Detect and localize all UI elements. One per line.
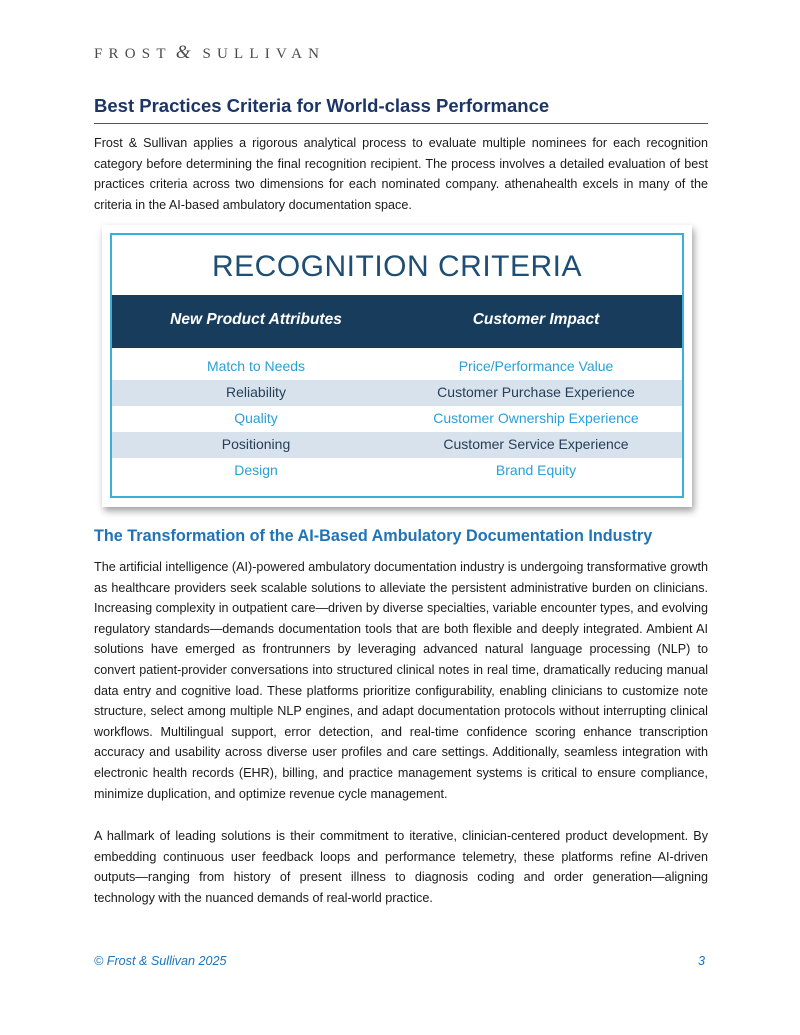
criteria-row [112,406,682,432]
footer-copyright: © Frost & Sullivan 2025 [94,954,227,968]
frost-sullivan-logo [94,42,325,64]
section-title-industry-transformation: The Transformation of the AI-Based Ambulatory Documentation Industry [94,527,653,545]
criteria-right: Customer Service Experience [443,436,629,452]
criteria-row [112,354,682,380]
criteria-right: Price/Performance Value [458,358,614,374]
industry-paragraph-2: A hallmark of leading solutions is their commitment to iterative, clinician-centered product development. By embedding continuous user feedback loops and performance telemetry, these platforms refine AI-driven outputs—ranging from history of present illness to diagnosis coding and order generation—aligning technology with the nuanced demands of real-world practice. [94,829,708,905]
column-header-new-product-attributes: New Product Attributes [170,311,342,328]
criteria-left: Positioning [221,436,291,452]
column-header-customer-impact: Customer Impact [472,311,600,328]
intro-paragraph: Frost & Sullivan applies a rigorous analytical process to evaluate multiple nominees for each recognition category before determining the final recognition recipient. The process involves a detailed evaluation of best practices criteria across two dimensions for each nominated company. athenahealth excels in many of the criteria in the AI-based ambulatory documentation space. [94,136,708,212]
criteria-left: Reliability [226,384,286,400]
criteria-right: Customer Ownership Experience [433,410,639,426]
criteria-left: Quality [234,410,278,426]
footer-page-number: 3 [698,954,706,968]
criteria-row [112,458,682,484]
logo-word-frost: FROST [94,46,172,62]
criteria-row [112,432,682,458]
criteria-right: Customer Purchase Experience [437,384,635,400]
section-title-best-practices: Best Practices Criteria for World-class Performance [94,95,708,124]
figure-frame [110,233,684,498]
criteria-left: Match to Needs [206,358,306,374]
criteria-left: Design [234,462,278,478]
figure-header-band [112,295,682,348]
logo-ampersand: & [175,42,191,63]
criteria-right: Brand Equity [495,462,577,478]
industry-paragraph-1: The artificial intelligence (AI)-powered ambulatory documentation industry is undergoing transformative growth as healthcare providers seek scalable solutions to alleviate the persistent administrative burden on clinicians. Increasing complexity in outpatient care—driven by diverse specialties, variable encounter types, and evolving regulatory standards—demands documentation tools that are both flexible and deeply integrated. Ambient AI solutions have emerged as frontrunners by leveraging advanced natural language processing (NLP) to convert patient-provider conversations into structured clinical notes in real time, dramatically reducing manual data entry and cognitive load. These platforms prioritize configurability, enabling clinicians to customize note structure, select among multiple NLP engines, and adapt documentation protocols without interrupting clinical workflows. Multilingual support, error detection, and real-time confidence scoring enhance transcription accuracy and usability across diverse user profiles and care settings. Additionally, seamless integration with electronic health records (EHR), billing, and practice management systems is critical to ensure compliance, minimize duplication, and optimize revenue cycle management. [94,560,708,801]
figure-title: RECOGNITION CRITERIA [211,250,582,283]
recognition-criteria-figure [102,225,692,507]
criteria-row [112,380,682,406]
logo-word-sullivan: SULLIVAN [202,46,326,62]
